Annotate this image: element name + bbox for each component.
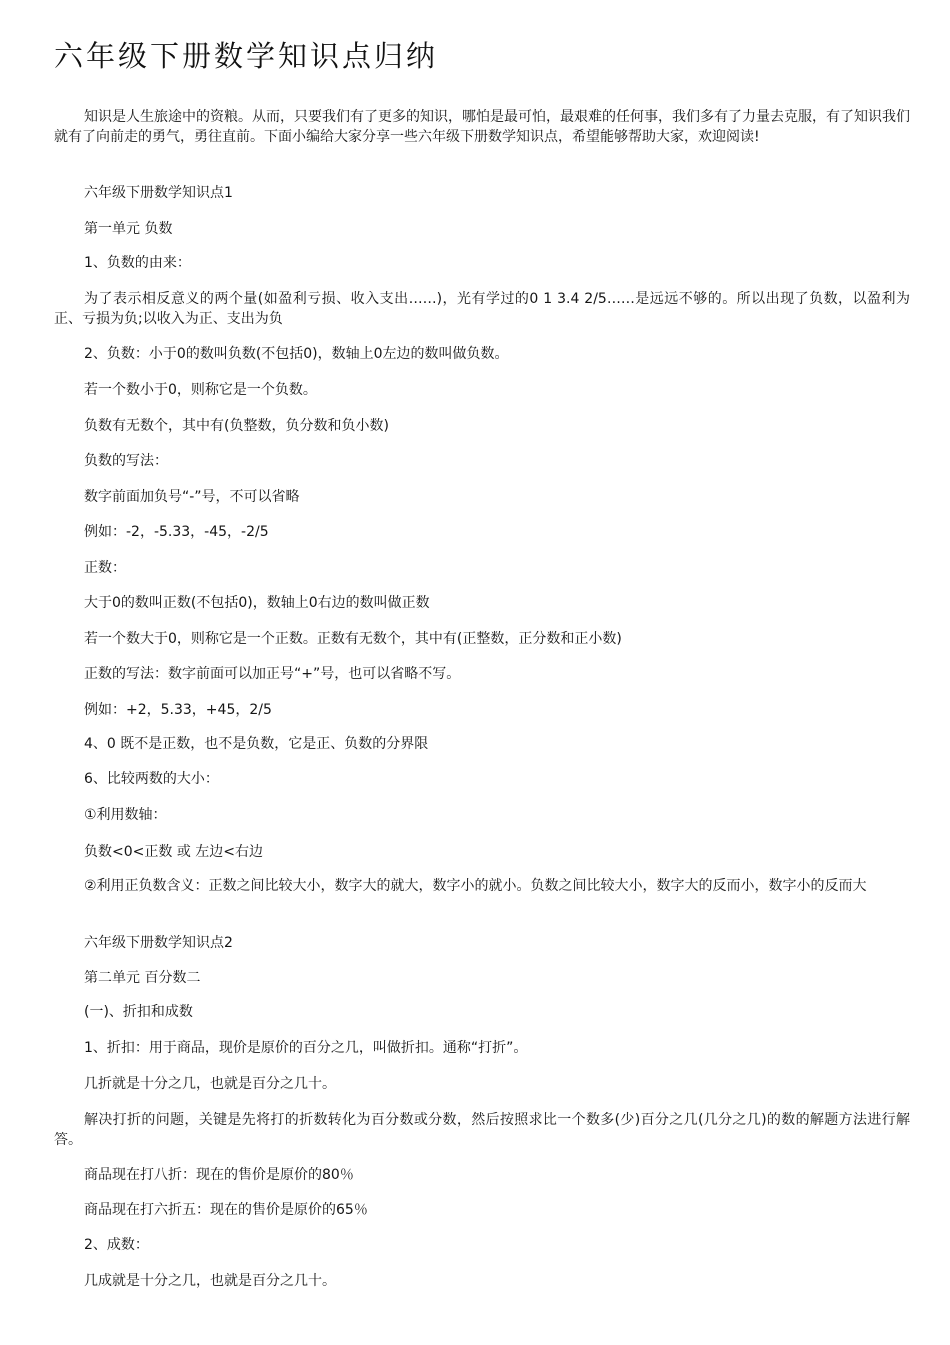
paragraph: 正数的写法：数字前面可以加正号“+”号，也可以省略不写。 (84, 666, 461, 682)
paragraph: 4、0 既不是正数，也不是负数，它是正、负数的分界限 (84, 736, 429, 752)
paragraph: 1、折扣：用于商品，现价是原价的百分之几，叫做折扣。通称“打折”。 (84, 1040, 528, 1056)
paragraph: 若一个数大于0，则称它是一个正数。正数有无数个，其中有(正整数，正分数和正小数) (84, 631, 622, 647)
paragraph: 若一个数小于0，则称它是一个负数。 (84, 382, 317, 398)
document-title: 六年级下册数学知识点归纳 (54, 39, 439, 73)
paragraph: 2、负数：小于0的数叫负数(不包括0)，数轴上0左边的数叫做负数。 (84, 346, 509, 362)
paragraph: 几折就是十分之几，也就是百分之几十。 (84, 1076, 336, 1092)
paragraph: 1、负数的由来： (84, 255, 191, 271)
paragraph: 商品现在打六折五：现在的售价是原价的65％ (84, 1202, 368, 1218)
section-heading-2: 六年级下册数学知识点2 (84, 935, 233, 951)
paragraph: 数字前面加负号“-”号，不可以省略 (84, 489, 300, 505)
paragraph: 正数： (84, 560, 126, 576)
unit-heading-1: 第一单元 负数 (84, 221, 173, 237)
paragraph: 负数<0<正数 或 左边<右边 (84, 844, 263, 860)
paragraph: 解决打折的问题，关键是先将打的折数转化为百分数或分数，然后按照求比一个数多(少)百分之几(几分之几)的数的解题方法进行解答。 (54, 1112, 910, 1148)
paragraph: 商品现在打八折：现在的售价是原价的80％ (84, 1167, 354, 1183)
paragraph: 几成就是十分之几，也就是百分之几十。 (84, 1273, 336, 1289)
paragraph: 例如：+2，5.33，+45，2/5 (84, 702, 272, 718)
paragraph: ②利用正负数含义：正数之间比较大小，数字大的就大，数字小的就小。负数之间比较大小，数字大的反而小，数字小的反而大 (84, 878, 867, 894)
paragraph: 6、比较两数的大小： (84, 771, 219, 787)
paragraph: 2、成数： (84, 1237, 149, 1253)
intro-paragraph: 知识是人生旅途中的资粮。从而，只要我们有了更多的知识，哪怕是最可怕，最艰难的任何事，我们多有了力量去克服，有了知识我们就有了向前走的勇气，勇往直前。下面小编给大家分享一些六年级下册数学知识点，希望能够帮助大家，欢迎阅读! (54, 109, 910, 145)
paragraph: 例如：-2，-5.33，-45，-2/5 (84, 524, 269, 540)
paragraph: 负数有无数个，其中有(负整数，负分数和负小数) (84, 418, 389, 434)
paragraph: ①利用数轴： (84, 807, 167, 823)
paragraph: 负数的写法： (84, 453, 168, 469)
paragraph: 为了表示相反意义的两个量(如盈利亏损、收入支出……)，光有学过的0 1 3.4 2/5……是远远不够的。所以出现了负数，以盈利为正、亏损为负;以收入为正、支出为负 (54, 291, 910, 327)
paragraph: (一)、折扣和成数 (84, 1004, 193, 1020)
unit-heading-2: 第二单元 百分数二 (84, 970, 201, 986)
paragraph: 大于0的数叫正数(不包括0)，数轴上0右边的数叫做正数 (84, 595, 430, 611)
section-heading-1: 六年级下册数学知识点1 (84, 185, 233, 201)
